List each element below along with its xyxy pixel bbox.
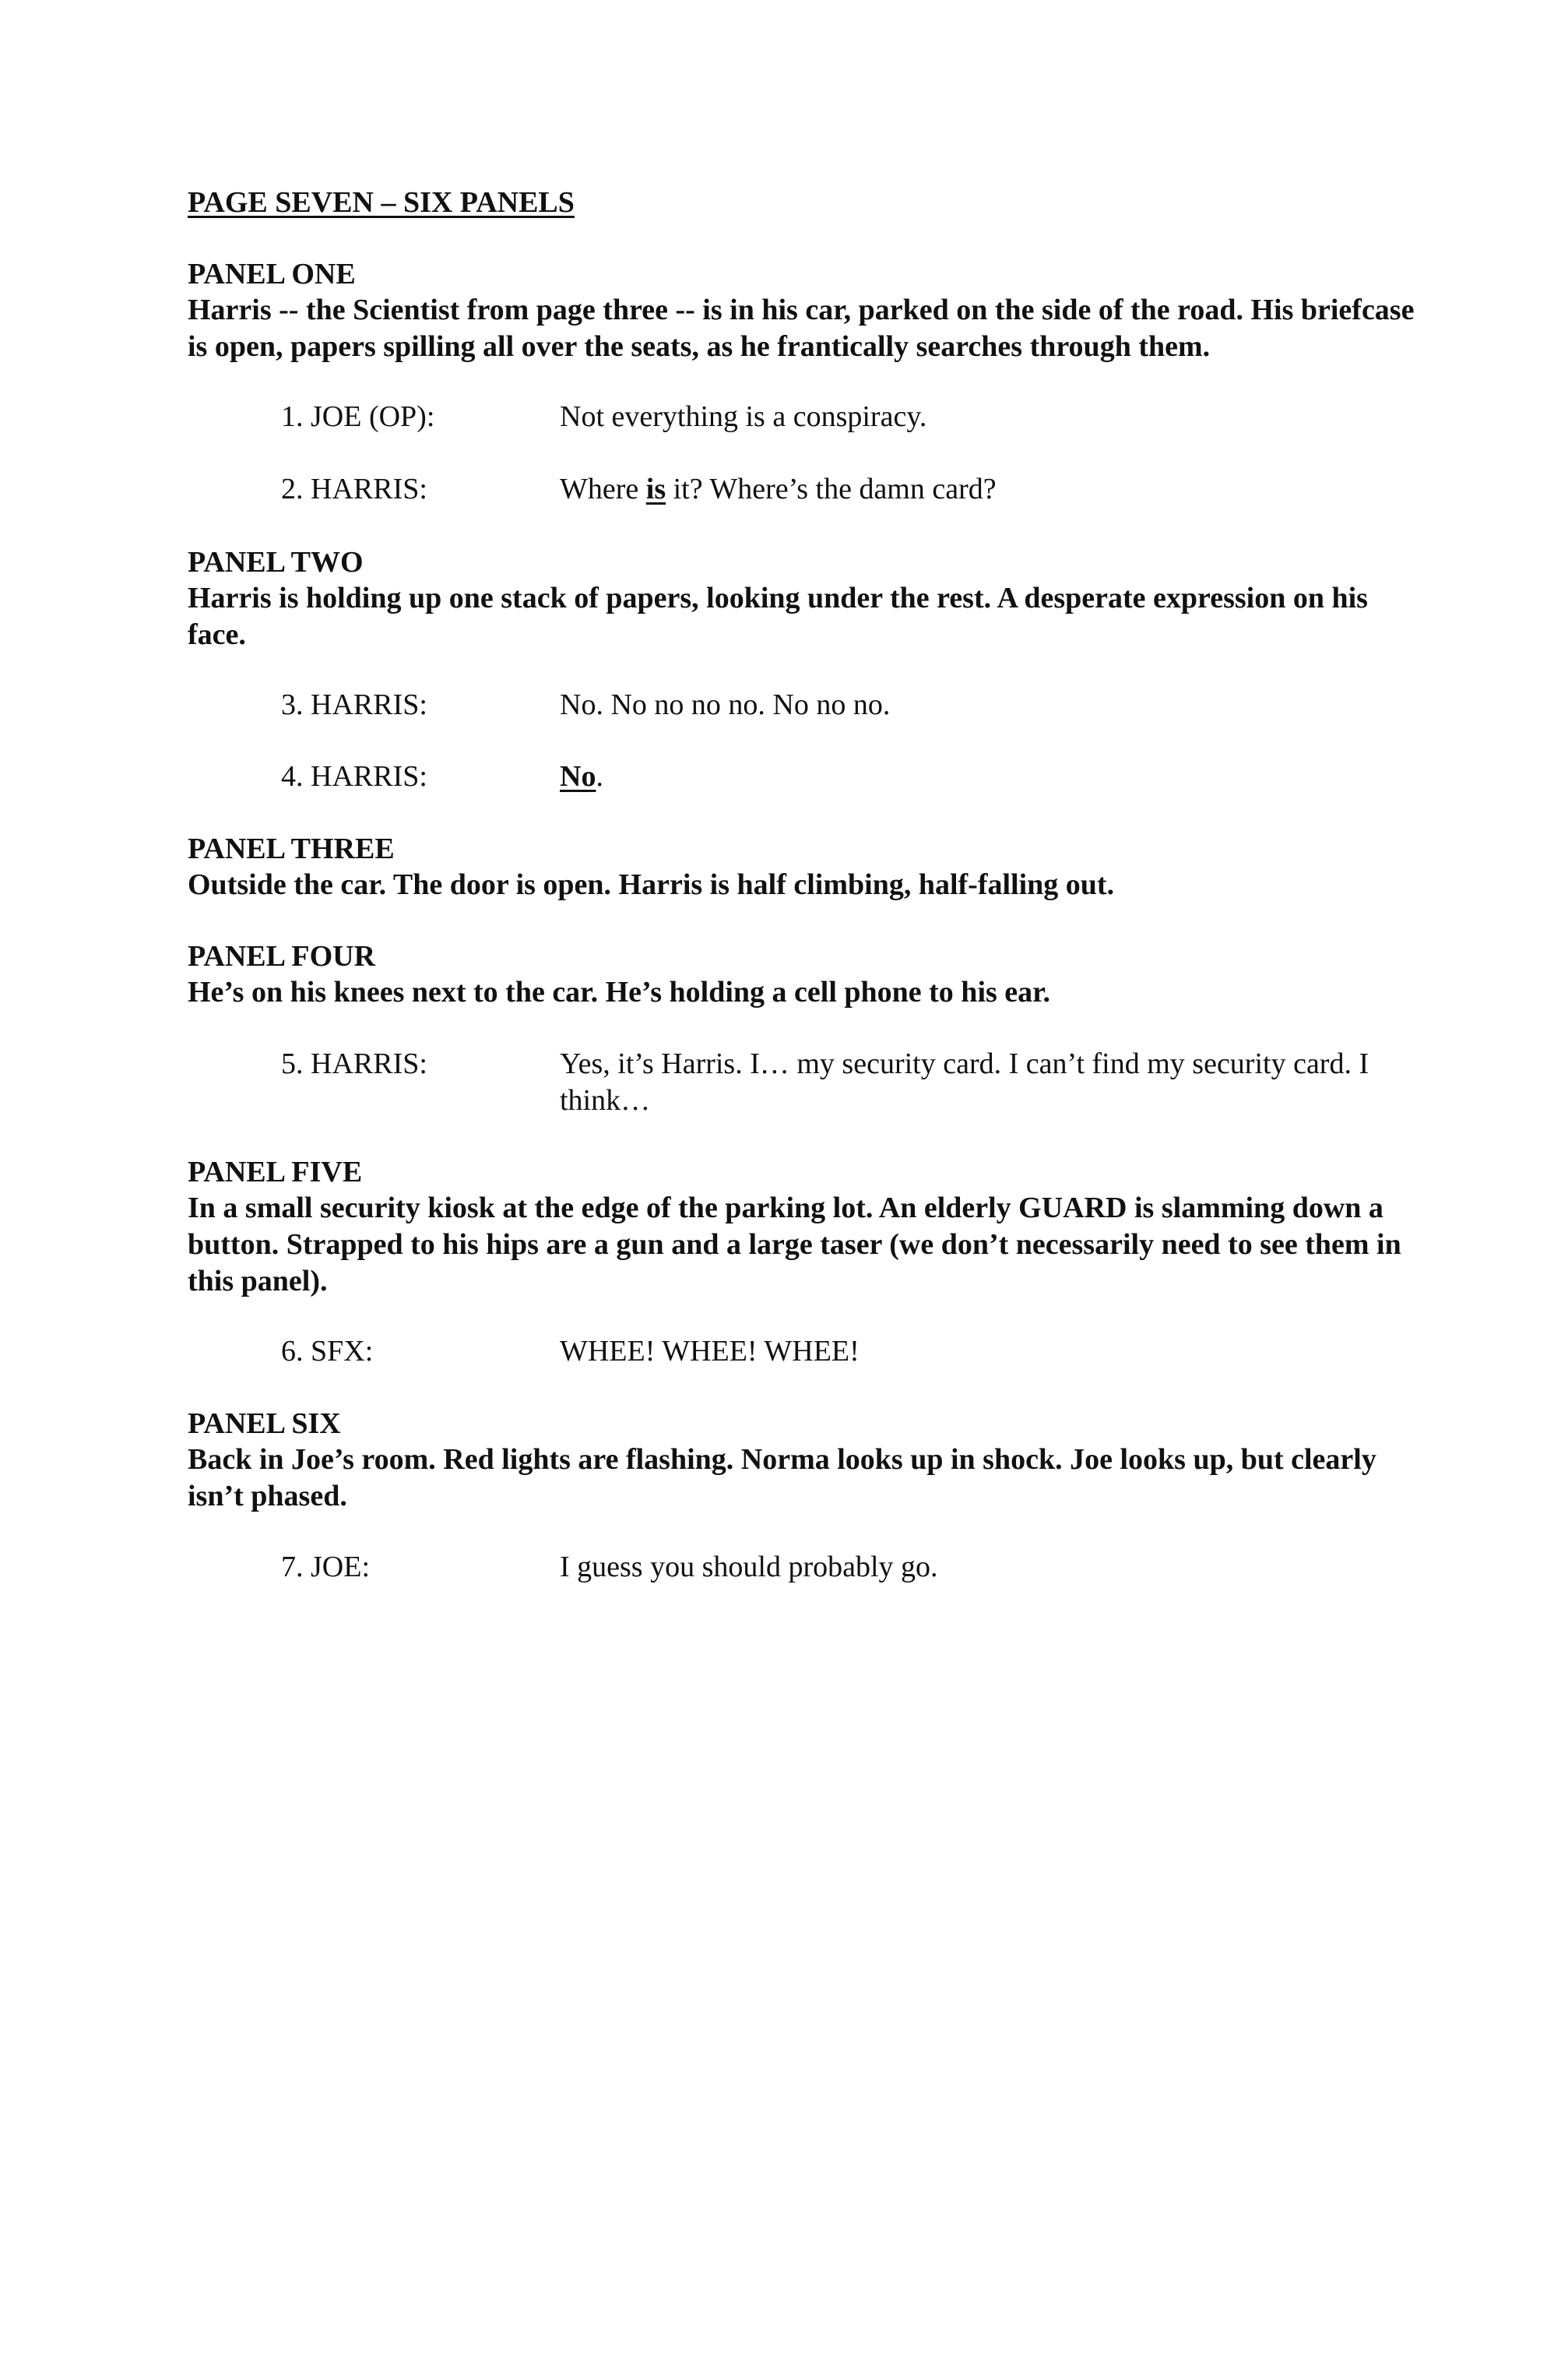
panel-heading: PANEL FOUR: [188, 940, 376, 973]
dialogue-speaker: 2. HARRIS:: [281, 473, 427, 505]
emphasized-word: is: [645, 473, 666, 505]
panel-heading: PANEL ONE: [188, 258, 356, 290]
line-text: it? Where’s the damn card?: [666, 473, 997, 505]
dialogue-line: Not everything is a conspiracy.: [560, 400, 927, 433]
panel-description: Harris is holding up one stack of papers, looking under the rest. A desperate expression on his face.: [188, 582, 1368, 651]
panel-description: Outside the car. The door is open. Harris is half climbing, half-falling out.: [188, 868, 1115, 901]
panel-description: He’s on his knees next to the car. He’s holding a cell phone to his ear.: [188, 976, 1051, 1009]
dialogue-line: WHEE! WHEE! WHEE!: [560, 1335, 860, 1368]
dialogue-speaker: 4. HARRIS:: [281, 760, 427, 793]
panel-description: In a small security kiosk at the edge of the parking lot. An elderly GUARD is slamming down a button. Strapped to his hips are a gun and a large taser (we don’t necessarily need to see them in this panel).: [188, 1192, 1401, 1297]
panel-heading: PANEL THREE: [188, 833, 395, 865]
dialogue-speaker: 6. SFX:: [281, 1335, 374, 1368]
line-text: Where: [560, 473, 646, 505]
dialogue-line: [560, 759, 1432, 795]
panel-description: Back in Joe’s room. Red lights are flashing. Norma looks up in shock. Joe looks up, but clearly isn’t phased.: [188, 1443, 1376, 1512]
panel-heading: PANEL TWO: [188, 546, 364, 579]
dialogue-line: No. No no no no. No no no.: [560, 688, 891, 721]
panel-heading: PANEL FIVE: [188, 1156, 363, 1188]
dialogue-speaker: 3. HARRIS:: [281, 688, 427, 721]
panel-description: Harris -- the Scientist from page three -- is in his car, parked on the side of the road. His briefcase is open, papers spilling all over the seats, as he frantically searches through them.: [188, 294, 1415, 363]
dialogue-speaker: 1. JOE (OP):: [281, 400, 435, 433]
dialogue-line: [560, 471, 1432, 508]
dialogue-speaker: 5. HARRIS:: [281, 1047, 427, 1080]
dialogue-speaker: 7. JOE:: [281, 1551, 370, 1583]
dialogue-line: I guess you should probably go.: [560, 1551, 938, 1583]
dialogue-line: Yes, it’s Harris. I… my security card. I can’t find my security card. I think…: [560, 1047, 1369, 1117]
page-title: PAGE SEVEN – SIX PANELS: [188, 186, 575, 219]
panel-heading: PANEL SIX: [188, 1407, 341, 1440]
emphasized-word: No: [560, 760, 596, 793]
line-text: .: [596, 760, 603, 793]
